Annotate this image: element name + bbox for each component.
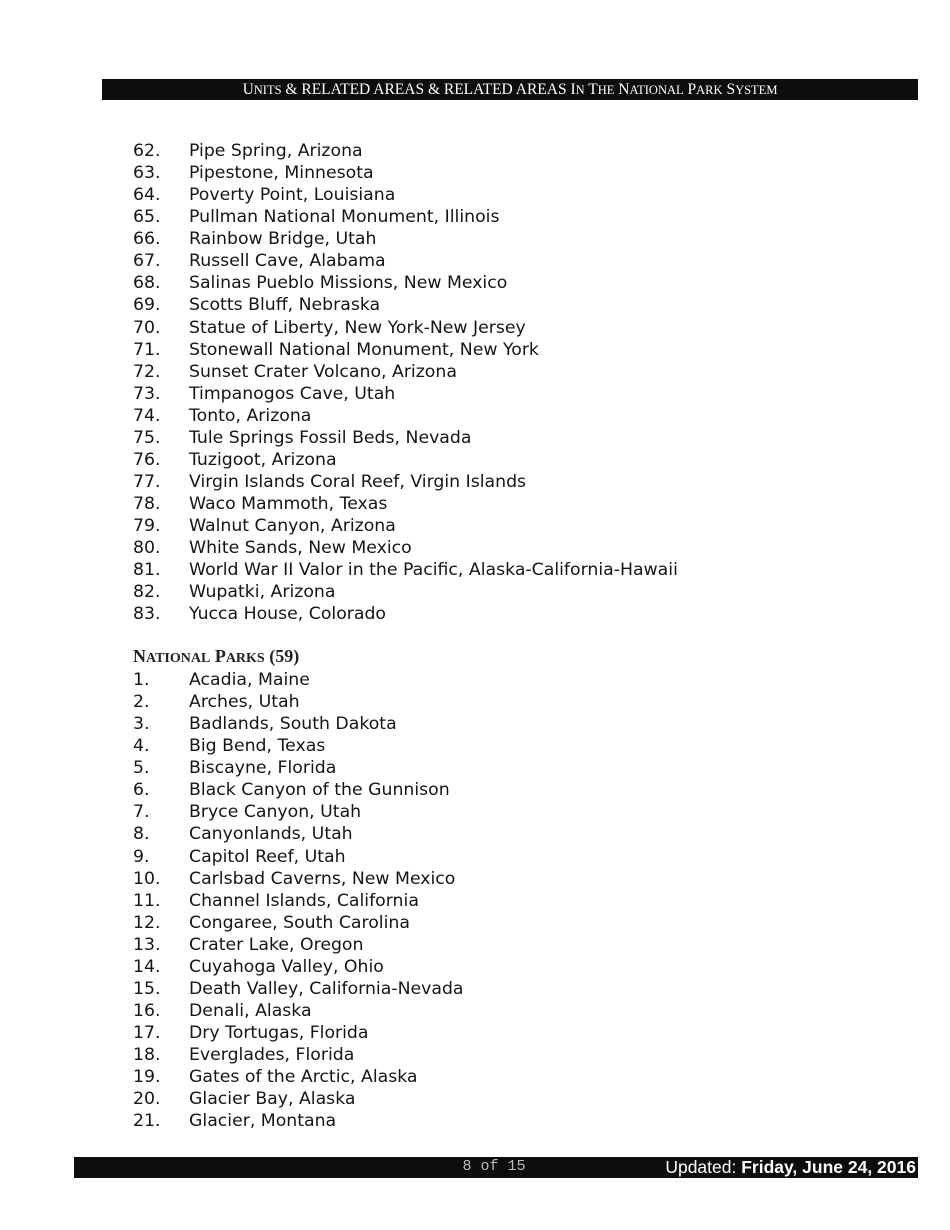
list-item-number: 72.	[133, 361, 161, 382]
list-item-number: 74.	[133, 405, 161, 426]
list-item-number: 78.	[133, 494, 161, 514]
list-item-text: Timpanogos Cave, Utah	[189, 383, 396, 404]
list-item-number: 83.	[133, 604, 161, 625]
updated-label: Updated:	[665, 1157, 742, 1177]
list-item-text: Virgin Islands Coral Reef, Virgin Islands	[189, 471, 527, 492]
list-item-number: 76.	[133, 449, 161, 470]
list-item-number: 64.	[133, 185, 161, 206]
list-item-text: Channel Islands, California	[189, 890, 419, 911]
list-item-text: Scotts Bluff, Nebraska	[189, 295, 381, 316]
list-item-number: 19.	[133, 1067, 161, 1088]
list-item-text: Pipestone, Minnesota	[189, 163, 374, 184]
list-item-text: Statue of Liberty, New York-New Jersey	[189, 317, 526, 338]
list-item-text: Arches, Utah	[189, 692, 300, 713]
list-item-text: Capitol Reef, Utah	[189, 846, 346, 867]
list-item-number: 7.	[133, 802, 150, 823]
list-item-number: 16.	[133, 1000, 161, 1021]
list-item-text: Waco Mammoth, Texas	[189, 494, 388, 514]
list-item-number: 79.	[133, 516, 161, 537]
list-item-number: 80.	[133, 538, 161, 559]
list-item-number: 10.	[133, 868, 161, 889]
list-item-text: Black Canyon of the Gunnison	[189, 780, 450, 801]
list-item-number: 11.	[133, 890, 161, 911]
updated-stamp	[665, 1157, 916, 1178]
list-item-text: Glacier Bay, Alaska	[189, 1089, 356, 1110]
list-item-number: 6.	[133, 780, 150, 801]
list-item-number: 20.	[133, 1089, 161, 1110]
updated-date: Friday, June 24, 2016	[741, 1157, 916, 1177]
list-item-number: 8.	[133, 824, 150, 845]
list-item-text: Tuzigoot, Arizona	[189, 449, 337, 470]
page-number: 8 of 15	[462, 1158, 526, 1175]
list-item-number: 3.	[133, 714, 150, 735]
list-item-text: Denali, Alaska	[189, 1000, 312, 1021]
list-item-text: Carlsbad Caverns, New Mexico	[189, 868, 456, 889]
header-title: UNITS & RELATED AREAS & RELATED AREAS IN THE NATIONAL PARK SYSTEM	[242, 81, 778, 98]
list-item-number: 67.	[133, 251, 161, 272]
list-item-number: 12.	[133, 912, 161, 933]
list-item-number: 4.	[133, 736, 150, 757]
list-item-text: Stonewall National Monument, New York	[189, 339, 539, 360]
list-item-number: 5.	[133, 758, 150, 779]
list-item-text: Yucca House, Colorado	[189, 604, 387, 625]
footer-bar	[74, 1157, 918, 1178]
list-item-number: 69.	[133, 295, 161, 316]
list-item-text: Sunset Crater Volcano, Arizona	[189, 361, 457, 382]
list-item-text: World War II Valor in the Pacific, Alaska-California-Hawaii	[189, 560, 678, 581]
list-item-text: Badlands, South Dakota	[189, 714, 397, 735]
list-item-text: Wupatki, Arizona	[189, 582, 336, 603]
list-item-text: Glacier, Montana	[189, 1111, 337, 1132]
list-item-number: 75.	[133, 427, 161, 448]
list-item-text: White Sands, New Mexico	[189, 538, 412, 559]
list-item-text: Cuyahoga Valley, Ohio	[189, 956, 384, 977]
list-item-text: Canyonlands, Utah	[189, 824, 353, 845]
list-item-number: 71.	[133, 339, 161, 360]
list-item-text: Gates of the Arctic, Alaska	[189, 1067, 418, 1088]
list-item-text: Poverty Point, Louisiana	[189, 185, 396, 206]
list-item-text: Big Bend, Texas	[189, 736, 326, 757]
list-item-number: 81.	[133, 560, 161, 581]
list-item-number: 70.	[133, 317, 161, 338]
list-item-text: Acadia, Maine	[189, 670, 310, 690]
list-item-number: 13.	[133, 934, 161, 955]
list-item-number: 63.	[133, 163, 161, 184]
list-item-number: 14.	[133, 956, 161, 977]
list-item-text: Pullman National Monument, Illinois	[189, 207, 500, 228]
list-item-text: Tonto, Arizona	[189, 405, 312, 426]
list-item-text: Walnut Canyon, Arizona	[189, 516, 396, 537]
list-item-number: 17.	[133, 1023, 161, 1043]
list-item-text: Biscayne, Florida	[189, 758, 337, 779]
list-item-number: 66.	[133, 229, 161, 250]
list-item-number: 21.	[133, 1111, 161, 1132]
list-item-number: 1.	[133, 670, 150, 690]
list-item-number: 15.	[133, 978, 161, 999]
list-item-number: 9.	[133, 846, 150, 867]
list-item-number: 18.	[133, 1045, 161, 1066]
list-item-text: Tule Springs Fossil Beds, Nevada	[189, 427, 472, 448]
list-item-number: 77.	[133, 471, 161, 492]
list-item-text: Russell Cave, Alabama	[189, 251, 386, 272]
list-item-number: 2.	[133, 692, 150, 713]
national-parks-heading: NATIONAL PARKS (59)	[133, 646, 300, 666]
list-item-text: Salinas Pueblo Missions, New Mexico	[189, 273, 508, 294]
list-item-text: Rainbow Bridge, Utah	[189, 229, 377, 250]
list-item-text: Dry Tortugas, Florida	[189, 1023, 369, 1043]
list-item-number: 68.	[133, 273, 161, 294]
list-item-number: 73.	[133, 383, 161, 404]
list-item-text: Congaree, South Carolina	[189, 912, 410, 933]
header-bar	[102, 79, 918, 100]
list-item-text: Pipe Spring, Arizona	[189, 141, 363, 161]
list-item-text: Bryce Canyon, Utah	[189, 802, 362, 823]
list-item-number: 82.	[133, 582, 161, 603]
list-item-text: Everglades, Florida	[189, 1045, 355, 1066]
list-item-number: 62.	[133, 141, 161, 161]
list-item-number: 65.	[133, 207, 161, 228]
list-item-text: Crater Lake, Oregon	[189, 934, 364, 955]
list-item-text: Death Valley, California-Nevada	[189, 978, 464, 999]
